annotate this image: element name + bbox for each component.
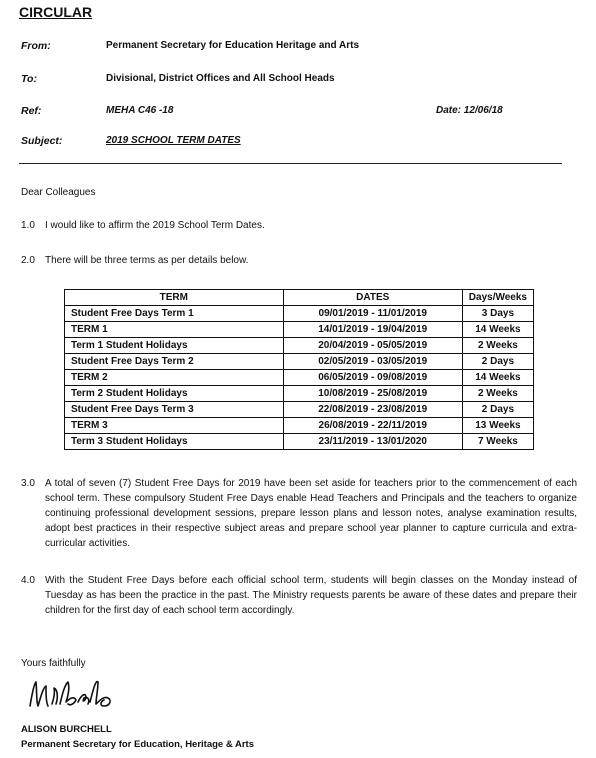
column-header-duration: Days/Weeks (462, 290, 533, 306)
paragraph-4-text: With the Student Free Days before each official school term, students will begin classes on the Monday instead of Tuesday as has been the practice in the past. The Ministry requests parents be aware of these dates and prepare their children for the first day of each school term accordingly. (45, 575, 577, 616)
duration-cell: 13 Weeks (462, 418, 533, 434)
dates-cell: 23/11/2019 - 13/01/2020 (283, 434, 462, 450)
paragraph-4 (21, 573, 577, 618)
table-row (65, 306, 534, 322)
date-text: Date: 12/06/18 (436, 105, 503, 116)
signatory-title: Permanent Secretary for Education, Heritage & Arts (21, 739, 254, 750)
term-cell: Term 1 Student Holidays (65, 338, 284, 354)
paragraph-3 (21, 476, 577, 551)
paragraph-3-number: 3.0 (21, 478, 35, 489)
duration-cell: 14 Weeks (462, 370, 533, 386)
table-row (65, 370, 534, 386)
to-label: To: (21, 73, 37, 85)
table-row (65, 386, 534, 402)
dates-cell: 02/05/2019 - 03/05/2019 (283, 354, 462, 370)
term-cell: TERM 1 (65, 322, 284, 338)
duration-cell: 2 Weeks (462, 386, 533, 402)
table-row (65, 338, 534, 354)
header-divider (19, 163, 562, 164)
from-value: Permanent Secretary for Education Heritage and Arts (106, 40, 360, 51)
duration-cell: 2 Days (462, 402, 533, 418)
paragraph-1-number: 1.0 (21, 220, 35, 231)
paragraph-2-text: There will be three terms as per details below. (45, 255, 249, 266)
term-dates-table (64, 289, 534, 450)
from-label: From: (21, 40, 51, 52)
paragraph-3-text: A total of seven (7) Student Free Days for 2019 have been set aside for teachers prior to the commencement of each school term. These compulsory Student Free Days enable Head Teachers and Principals and the teachers to organize continuing professional development sessions, prepare lesson plans and lesson notes, analyse examination results, adopt best practices in their respective subject areas and prepare school year planner to capture curricula and extra-curricular activities. (45, 478, 577, 549)
duration-cell: 2 Weeks (462, 338, 533, 354)
column-header-term: TERM (65, 290, 284, 306)
duration-cell: 3 Days (462, 306, 533, 322)
term-cell: Student Free Days Term 3 (65, 402, 284, 418)
term-cell: TERM 2 (65, 370, 284, 386)
paragraph-1-text: I would like to affirm the 2019 School Term Dates. (45, 220, 265, 231)
dates-cell: 14/01/2019 - 19/04/2019 (283, 322, 462, 338)
salutation: Dear Colleagues (21, 187, 96, 198)
subject-value: 2019 SCHOOL TERM DATES (106, 135, 241, 146)
closing: Yours faithfully (21, 658, 86, 669)
handwritten-signature (24, 676, 119, 714)
term-cell: Student Free Days Term 1 (65, 306, 284, 322)
table-row (65, 402, 534, 418)
dates-cell: 10/08/2019 - 25/08/2019 (283, 386, 462, 402)
duration-cell: 2 Days (462, 354, 533, 370)
subject-label: Subject: (21, 135, 63, 147)
dates-cell: 26/08/2019 - 22/11/2019 (283, 418, 462, 434)
term-cell: TERM 3 (65, 418, 284, 434)
to-value: Divisional, District Offices and All School Heads (106, 73, 335, 84)
ref-label: Ref: (21, 105, 42, 117)
term-cell: Student Free Days Term 2 (65, 354, 284, 370)
dates-cell: 06/05/2019 - 09/08/2019 (283, 370, 462, 386)
table-row (65, 354, 534, 370)
duration-cell: 7 Weeks (462, 434, 533, 450)
table-row (65, 418, 534, 434)
paragraph-4-number: 4.0 (21, 575, 35, 586)
dates-cell: 22/08/2019 - 23/08/2019 (283, 402, 462, 418)
table-row (65, 322, 534, 338)
table-row (65, 434, 534, 450)
paragraph-2-number: 2.0 (21, 255, 35, 266)
ref-value: MEHA C46 -18 (106, 105, 174, 116)
term-cell: Term 3 Student Holidays (65, 434, 284, 450)
dates-cell: 09/01/2019 - 11/01/2019 (283, 306, 462, 322)
term-cell: Term 2 Student Holidays (65, 386, 284, 402)
column-header-dates: DATES (283, 290, 462, 306)
document-title: CIRCULAR (19, 4, 93, 20)
table-header-row (65, 290, 534, 306)
duration-cell: 14 Weeks (462, 322, 533, 338)
dates-cell: 20/04/2019 - 05/05/2019 (283, 338, 462, 354)
signatory-name: ALISON BURCHELL (21, 724, 112, 735)
